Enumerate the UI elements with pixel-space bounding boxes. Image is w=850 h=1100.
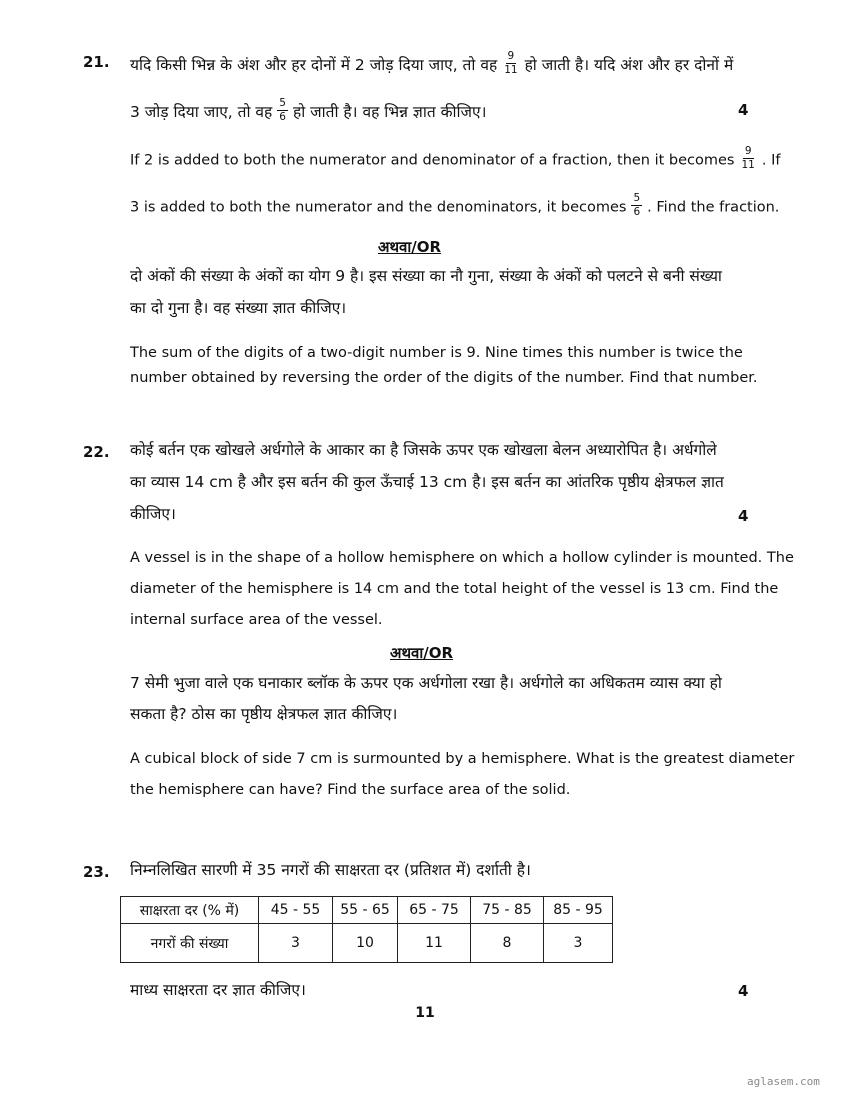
page-number: 11: [415, 1005, 435, 1021]
q21-english-text-1a: If 2 is added to both the numerator and denominator of a fraction, then it becomes: [130, 152, 735, 169]
q21-english-text-2a: 3 is added to both the numerator and the denominators, it becomes: [130, 199, 627, 216]
q22-english-line-3: internal surface area of the vessel.: [130, 612, 383, 628]
fraction-numerator: 5: [279, 97, 286, 109]
table-cell-class: 45 - 55: [259, 897, 333, 924]
table-row-classes: [121, 897, 613, 924]
table-row-counts: [121, 924, 613, 963]
fraction-numerator: 9: [744, 145, 752, 157]
fraction-5-6: [277, 97, 288, 124]
q22-hindi-line-2: का व्यास 14 cm है और इस बर्तन की कुल ऊँचाई 13 cm है। इस बर्तन का आंतरिक पृष्ठीय क्षेत्रफल ज्ञात: [130, 473, 724, 491]
fraction-denominator: 11: [741, 159, 755, 171]
q22-english-line-2: diameter of the hemisphere is 14 cm and the total height of the vessel is 13 cm. Find the: [130, 581, 779, 597]
table-cell-count: 3: [259, 924, 333, 963]
question-22-number: 22.: [83, 443, 110, 461]
q21-hindi-line-2: [130, 99, 487, 126]
q22-alt-hindi-line-2: सकता है? ठोस का पृष्ठीय क्षेत्रफल ज्ञात कीजिए।: [130, 705, 398, 723]
fraction-denominator: 6: [279, 111, 286, 123]
table-cell-count: 3: [544, 924, 613, 963]
q22-or-label: अथवा/OR: [390, 644, 454, 662]
q22-alt-english-line-2: the hemisphere can have? Find the surface area of the solid.: [130, 782, 571, 798]
fraction-5-6: [631, 192, 642, 219]
table-cell-class: 65 - 75: [398, 897, 471, 924]
table-cell-class: 75 - 85: [471, 897, 544, 924]
q23-hindi-question: माध्य साक्षरता दर ज्ञात कीजिए।: [130, 981, 306, 999]
q21-hindi-text-1b: हो जाती है। यदि अंश और हर दोनों में: [524, 56, 734, 74]
q21-alt-hindi-line-2: का दो गुना है। वह संख्या ज्ञात कीजिए।: [130, 299, 347, 317]
question-23-number: 23.: [83, 863, 110, 881]
q21-alt-hindi-line-1: दो अंकों की संख्या के अंकों का योग 9 है। इस संख्या का नौ गुना, संख्या के अंकों को पलटने से बनी संख्या: [130, 267, 722, 285]
q21-or-label: अथवा/OR: [378, 238, 442, 256]
question-21-number: 21.: [83, 53, 110, 71]
fraction-9-11: [502, 50, 519, 77]
q21-english-line-2: [130, 194, 779, 221]
q22-hindi-line-3: कीजिए।: [130, 505, 176, 523]
q21-hindi-text-2a: 3 जोड़ दिया जाए, तो वह: [130, 103, 273, 121]
table-cell-class: 85 - 95: [544, 897, 613, 924]
q22-marks: 4: [738, 507, 749, 525]
q22-alt-english-line-1: A cubical block of side 7 cm is surmounted by a hemisphere. What is the greatest diameter: [130, 751, 795, 767]
table-header-number-of-cities: नगरों की संख्या: [121, 924, 259, 963]
fraction-9-11: [740, 145, 757, 172]
q21-hindi-text-1a: यदि किसी भिन्न के अंश और हर दोनों में 2 जोड़ दिया जाए, तो वह: [130, 56, 498, 74]
fraction-numerator: 9: [507, 50, 515, 62]
q21-english-text-1b: . If: [761, 152, 781, 169]
q22-english-line-1: A vessel is in the shape of a hollow hemisphere on which a hollow cylinder is mounted. The: [130, 550, 794, 566]
q21-alt-english-line-1: The sum of the digits of a two-digit number is 9. Nine times this number is twice the: [130, 345, 743, 361]
table-header-literacy-rate: साक्षरता दर (% में): [121, 897, 259, 924]
table-cell-class: 55 - 65: [333, 897, 398, 924]
q23-hindi-intro: निम्नलिखित सारणी में 35 नगरों की साक्षरता दर (प्रतिशत में) दर्शाती है।: [130, 861, 531, 879]
watermark: aglasem.com: [747, 1075, 820, 1088]
fraction-denominator: 6: [633, 206, 641, 218]
fraction-denominator: 11: [504, 64, 518, 76]
q21-marks: 4: [738, 101, 749, 119]
table-cell-count: 11: [398, 924, 471, 963]
q22-hindi-line-1: कोई बर्तन एक खोखले अर्धगोले के आकार का है जिसके ऊपर एक खोखला बेलन अध्यारोपित है। अर्धगोले: [130, 441, 717, 459]
q22-alt-hindi-line-1: 7 सेमी भुजा वाले एक घनाकार ब्लॉक के ऊपर एक अर्धगोला रखा है। अर्धगोले का अधिकतम व्यास क्या हो: [130, 674, 722, 692]
table-cell-count: 8: [471, 924, 544, 963]
q23-marks: 4: [738, 982, 749, 1000]
q21-alt-english-line-2: number obtained by reversing the order of the digits of the number. Find that number.: [130, 370, 758, 386]
fraction-numerator: 5: [633, 192, 641, 204]
table-cell-count: 10: [333, 924, 398, 963]
q21-english-text-2b: . Find the fraction.: [647, 199, 780, 216]
q21-hindi-line-1: [130, 52, 733, 79]
q21-english-line-1: [130, 147, 780, 174]
literacy-rate-table: [120, 896, 613, 963]
q21-hindi-text-2b: हो जाती है। वह भिन्न ज्ञात कीजिए।: [292, 103, 487, 121]
